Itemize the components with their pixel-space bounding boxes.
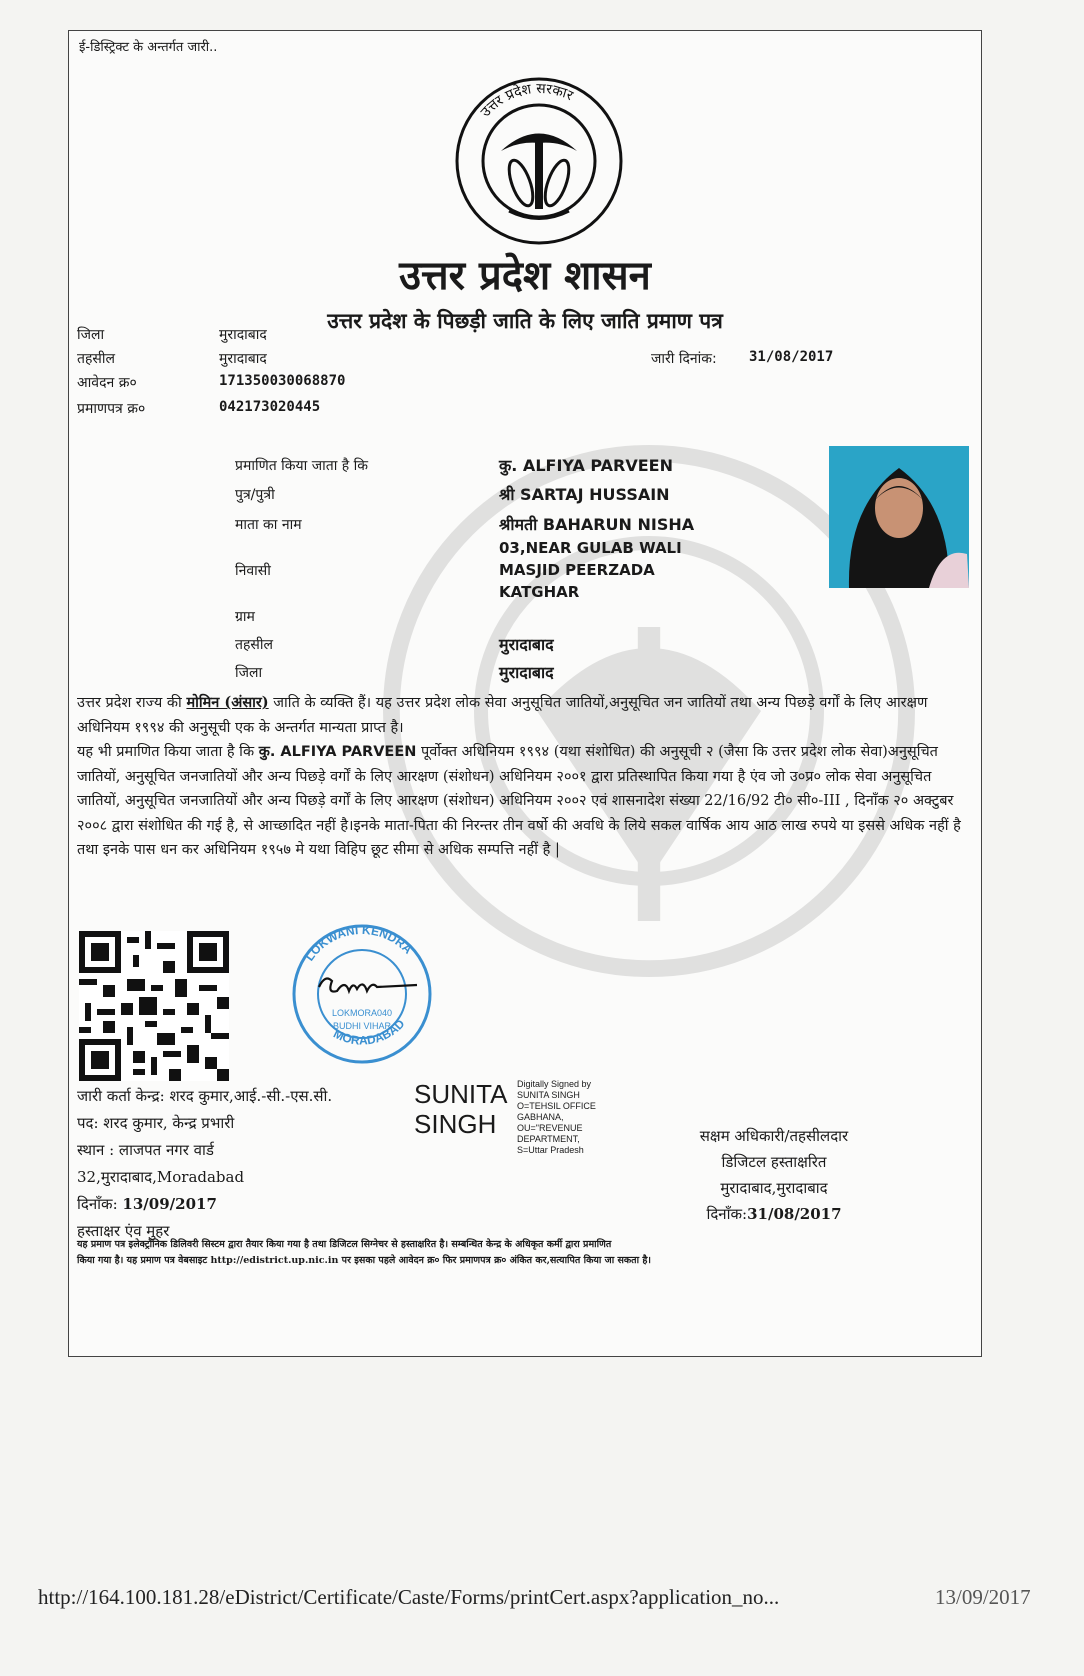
body-text-2a: यह भी प्रमाणित किया जाता है कि [77, 744, 259, 760]
print-url: http://164.100.181.28/eDistrict/Certificate/Caste/Forms/printCert.aspx?application_no... [38, 1585, 780, 1609]
caste-name: मोमिन (अंसार) [186, 694, 269, 711]
application-no-value: 171350030068870 [219, 373, 346, 389]
digital-sign-details [517, 1079, 596, 1156]
officer-date-label: दिनाँक: [706, 1205, 748, 1223]
issuer-date-label: दिनाँक: [77, 1195, 118, 1213]
body-text-2b: पूर्वोक्त अधिनियम १९९४ (यथा संशोधित) की अनुसूची २ (जैसा कि उत्तर प्रदेश लोक सेवा)अनुसूचित जातियों, अनुसूचित जनजातियों और अन्य पिछड़े वर्गों के लिए आरक्षण (संशोधन) अधिनियम २००१ द्वारा प्रतिस्थापित किया गया है एंव जो उ०प्र० लोक सेवा अनुसूचित जातियों, अनुसूचित जनजातियों और अन्य पिछड़े वर्गों के लिए आरक्षण (संशोधन) अधिनियम २००२ एवं शासनादेश संख्या 22/16/92 टी० सी०-III , दिनाँक २० अक्टुबर २००८ द्वारा संशोधित की गई है, से आच्छादित नहीं है।इनके माता-पिता की निरन्तर तीन वर्षो की अवधि के लिये सकल वार्षिक आय आठ लाख रुपये या इससे अधिक नहीं है तथा इनके पास धन कर अधिनियम १९५७ मे यथा विहिप छूट सीमा से अधिक सम्पत्ति नहीं है | [77, 744, 961, 858]
top-note: ई-डिस्ट्रिक्ट के अन्तर्गत जारी.. [79, 40, 218, 55]
digital-sign-d4: GABHANA, [517, 1112, 564, 1122]
person-tehsil-label: तहसील [235, 637, 273, 653]
child-of-label: पुत्र/पुत्री [235, 487, 275, 503]
stamp-ring-bottom: MORADABAD [331, 1016, 408, 1048]
certificate-body [77, 691, 973, 863]
tehsil-label: तहसील [77, 351, 115, 367]
applicant-name: कु. ALFIYA PARVEEN [499, 456, 673, 475]
officer-block [669, 1123, 879, 1227]
applicant-photo [829, 446, 969, 588]
issuer-center: जारी कर्ता केन्द्र: शरद कुमार,आई.-सी.-एस.सी. [77, 1087, 333, 1105]
mother-label: माता का नाम [235, 517, 302, 533]
mother-name: श्रीमती BAHARUN NISHA [499, 515, 695, 534]
person-district-value: मुरादाबाद [499, 663, 554, 682]
digital-sign-d3: O=TEHSIL OFFICE [517, 1101, 596, 1111]
district-value: मुरादाबाद [219, 327, 267, 343]
person-district-label: जिला [235, 665, 263, 681]
qr-code [79, 931, 229, 1081]
digital-sign-d2: SUNITA SINGH [517, 1090, 580, 1100]
stamp-ring-top: LOKWANI KENDRA [302, 922, 416, 964]
up-govt-emblem [449, 71, 629, 251]
officer-place: मुरादाबाद,मुरादाबाद [720, 1179, 828, 1197]
address-line-1: 03,NEAR GULAB WALI [499, 539, 682, 557]
person-tehsil-value: मुरादाबाद [499, 635, 554, 654]
digital-sign-name-2: SINGH [414, 1109, 497, 1139]
handwritten-signature [319, 979, 417, 992]
address-line-2: MASJID PEERZADA [499, 561, 655, 579]
issuer-post: पद: शरद कुमार, केन्द्र प्रभारी [77, 1114, 235, 1132]
svg-text:उत्तर प्रदेश सरकार: उत्तर प्रदेश सरकार [477, 80, 576, 121]
svg-text:LOKWANI KENDRA [302, 923, 415, 964]
certified-label: प्रमाणित किया जाता है कि [235, 458, 369, 474]
footer-line-1: यह प्रमाण पत्र इलेक्ट्रॉनिक डिलिवरी सिस्टम द्वारा तैयार किया गया है तथा डिजिटल सिग्नेचर से हस्ताक्षरित है। सम्बन्धित केन्द्र के अधिकृत कर्मी द्वारा प्रमाणित [77, 1239, 612, 1250]
stamp-center-2: BUDHI VIHAR [332, 1021, 392, 1031]
village-label: ग्राम [235, 609, 255, 625]
body-applicant-name: कु. ALFIYA PARVEEN [258, 744, 417, 760]
address [499, 537, 682, 603]
certificate-no-label: प्रमाणपत्र क्र० [77, 401, 146, 417]
father-name: श्री SARTAJ HUSSAIN [499, 485, 670, 504]
digital-sign-d5: OU="REVENUE [517, 1123, 583, 1133]
certificate-no-value: 042173020445 [219, 399, 321, 415]
footer-line-2: किया गया है। यह प्रमाण पत्र वेबसाइट http://edistrict.up.nic.in पर इसका पहले आवेदन क्र० फिर प्रमाणपत्र क्र० अंकित कर,सत्यापित किया जा सकता है। [77, 1255, 652, 1266]
digital-sign-d7: S=Uttar Pradesh [517, 1145, 584, 1155]
application-no-label: आवेदन क्र० [77, 375, 137, 391]
issue-date-label: जारी दिनांक: [651, 351, 717, 367]
officer-signed: डिजिटल हस्ताक्षरित [721, 1153, 827, 1171]
stamp-center-1: LOKMORA040 [331, 1008, 393, 1018]
main-title: उत्तर प्रदेश शासन [399, 252, 651, 299]
official-stamp [287, 919, 437, 1069]
certificate [68, 30, 982, 1357]
tehsil-value: मुरादाबाद [219, 351, 267, 367]
print-date: 13/09/2017 [935, 1585, 1031, 1609]
certificate-footer [77, 1237, 973, 1269]
officer-date-value: 31/08/2017 [747, 1205, 842, 1223]
issuer-date [77, 1191, 332, 1218]
issue-date-value: 31/08/2017 [749, 349, 834, 365]
issuer-details [77, 1083, 332, 1245]
body-text-1a: उत्तर प्रदेश राज्य की [77, 695, 187, 711]
officer-date [669, 1201, 879, 1227]
district-label: जिला [77, 327, 105, 343]
issuer-place-2: 32,मुरादाबाद,Moradabad [77, 1168, 245, 1186]
digital-sign-d6: DEPARTMENT, [517, 1134, 580, 1144]
address-line-3: KATGHAR [499, 583, 580, 601]
digital-sign-name-1: SUNITA [414, 1079, 508, 1109]
issuer-sign-label: हस्ताक्षर एंव मुहर [77, 1222, 170, 1240]
officer-title: सक्षम अधिकारी/तहसीलदार [699, 1127, 849, 1145]
digital-sign-d1: Digitally Signed by [517, 1079, 592, 1089]
issuer-date-value: 13/09/2017 [122, 1195, 217, 1213]
issuer-place: स्थान : लाजपत नगर वार्ड [77, 1141, 214, 1159]
sub-title: उत्तर प्रदेश के पिछड़ी जाति के लिए जाति प्रमाण पत्र [327, 308, 723, 333]
resident-label: निवासी [235, 563, 271, 579]
body-text-1b: जाति के व्यक्ति हैं। यह उत्तर प्रदेश लोक सेवा अनुसूचित जातियों,अनुसूचित जन जातियों तथा अन्य पिछड़े वर्गों के लिए आरक्षण अधिनियम १९९४ की अनुसूची एक के अन्तर्गत मान्यता प्राप्त है। [77, 695, 928, 736]
digital-sign-name [414, 1079, 507, 1139]
